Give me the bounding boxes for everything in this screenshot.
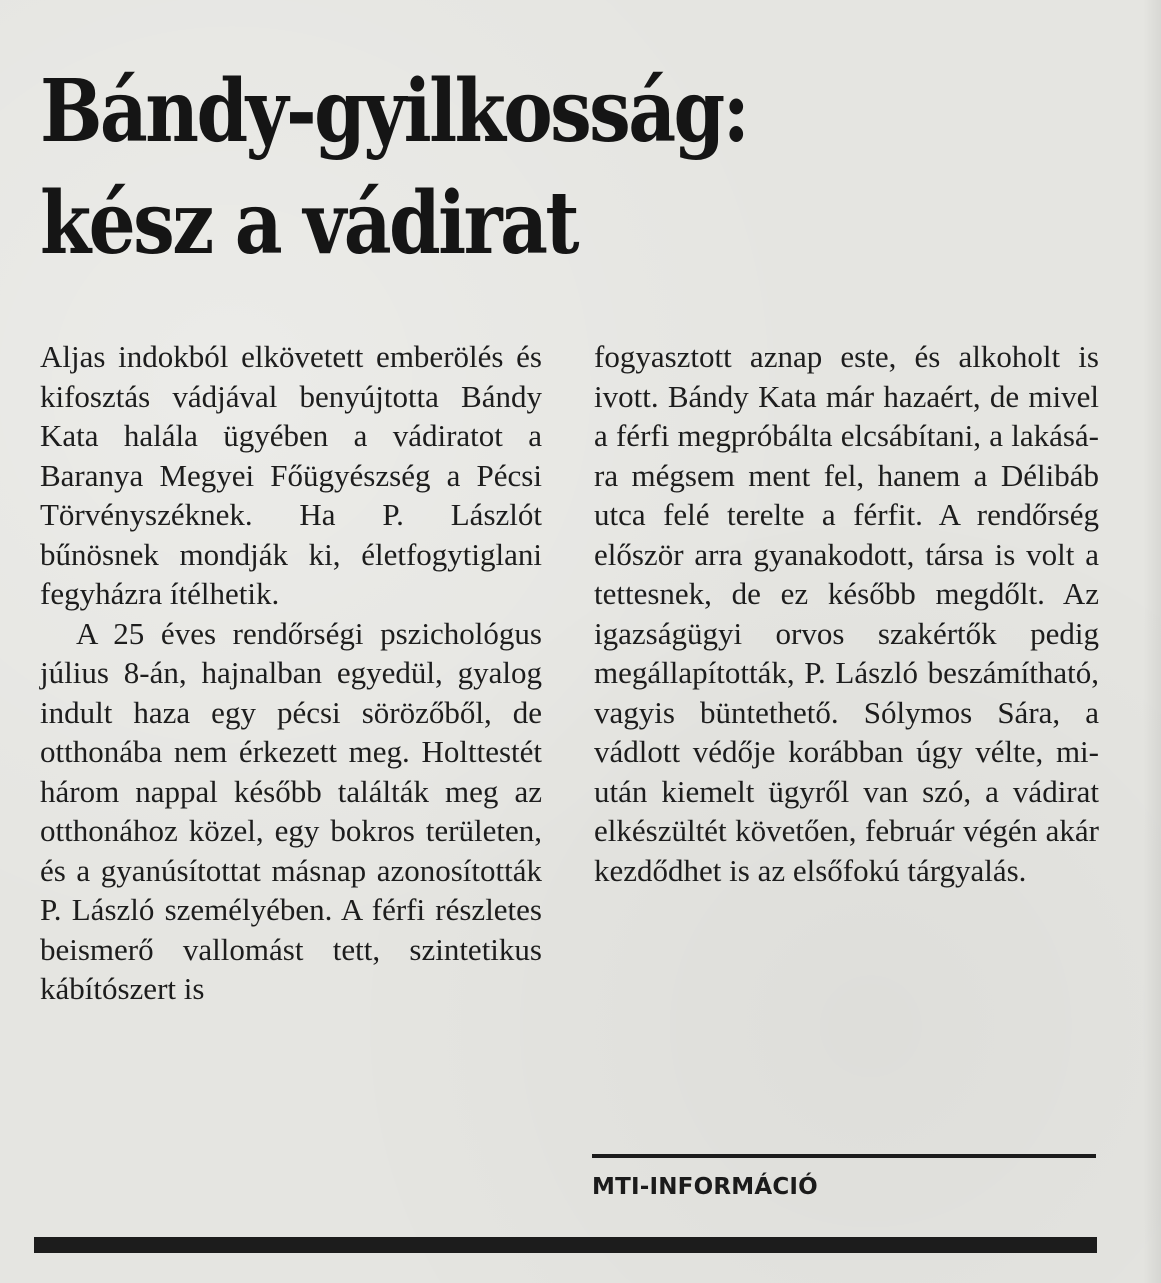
article-headline	[40, 56, 952, 280]
article-column-right	[594, 337, 1099, 890]
article-paragraph: fogyasztott aznap este, és alkoholt is ivott. Bándy Kata már hazaért, de mivel a férfi megpróbálta elcsábítani, a lakására mégsem ment fel, hanem a Délibáb utca felé terelte a férfit. A rendőrség először arra gyanakodott, társa is volt a tettesnek, de ez később megdőlt. Az igazságügyi orvos szakértők pedig megállapították, P. László beszámítható, vagyis büntethető. Sólymos Sára, a vádlott védője korábban úgy vélte, miután kiemelt ügyről van szó, a vádirat elkészültét követően, február végén akár kezdődhet is az elsőfokú tárgyalás.	[594, 339, 1099, 888]
article-column-left	[40, 337, 542, 1009]
page-edge-shadow	[1143, 0, 1161, 1283]
article-paragraph: A 25 éves rendőrségi pszichológus július 8-án, hajnalban egyedül, gyalog indult haza egy pécsi sörözőből, de otthonába nem érkezett meg. Holttestét három nappal később találták meg az otthonához közel, egy bokros területen, és a gyanúsítottat másnap azonosították P. László személyében. A férfi részletes beismerő vallomást tett, szintetikus kábítószert is	[40, 615, 542, 1006]
signature-divider	[592, 1154, 1096, 1158]
bottom-divider	[34, 1237, 1097, 1253]
headline-line-2: kész a vádirat	[40, 173, 578, 274]
headline-line-1: Bándy-gyilkosság:	[40, 61, 748, 162]
article-paragraph: Aljas indokból elkövetett emberölés és kifosztás vádjával benyújtotta Bándy Kata halála ügyében a vádiratot a Baranya Megyei Főügyészség a Pécsi Törvényszéknek. Ha P. Lászlót bűnösnek mondják ki, életfogytiglani fegyházra ítélhetik.	[40, 339, 542, 611]
article-byline: MTI-INFORMÁCIÓ	[592, 1174, 818, 1200]
